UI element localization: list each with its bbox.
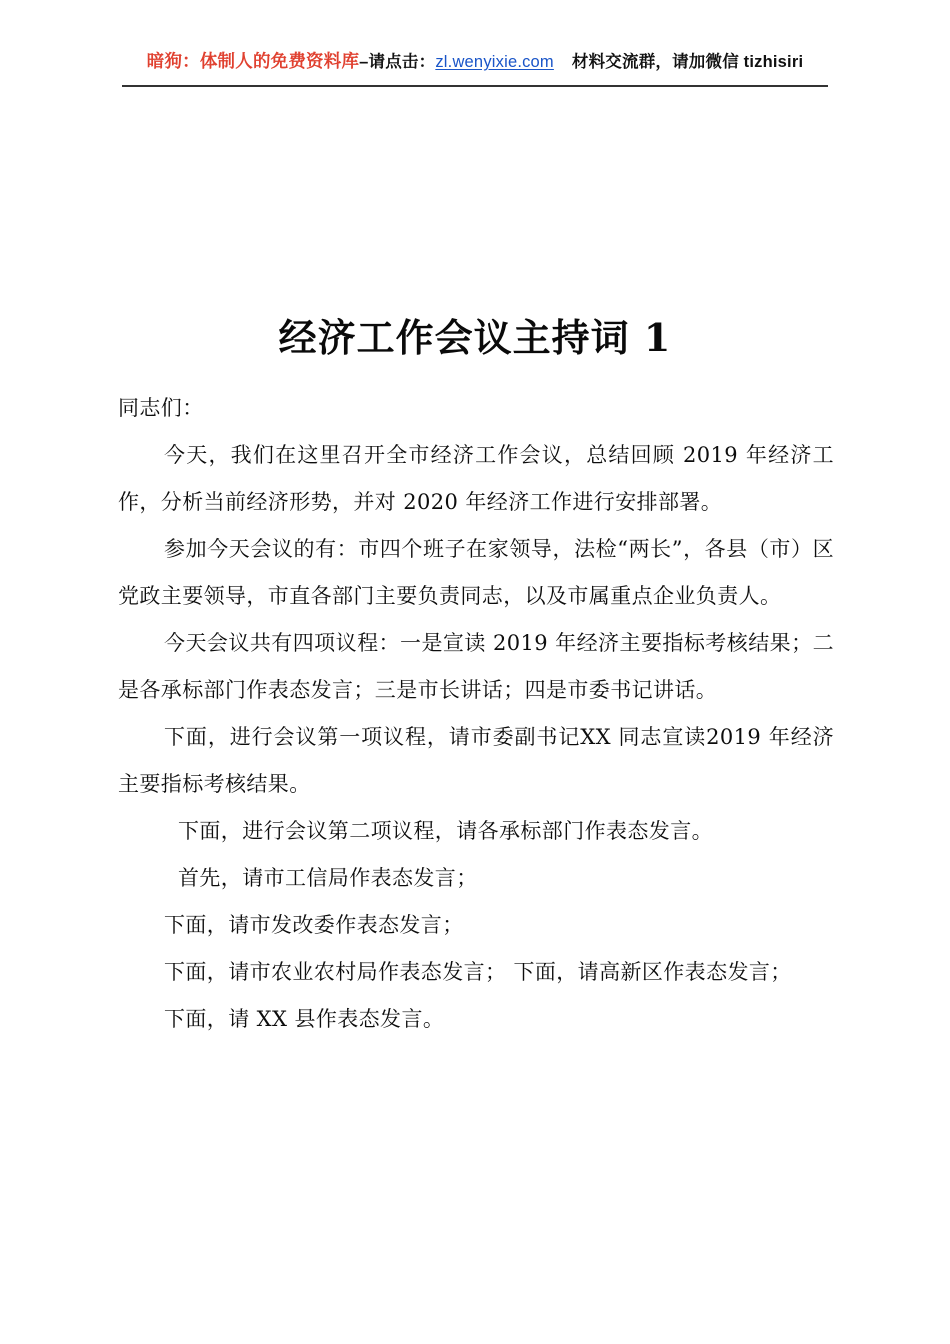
document-title: 经济工作会议主持词 1 [278, 315, 672, 361]
promo-wechat-text: 材料交流群，请加微信 tizhisiri [571, 53, 804, 71]
paragraph-agenda-item-2: 下面，进行会议第二项议程，请各承标部门作表态发言。 [178, 819, 713, 843]
paragraph-opening: 今天，我们在这里召开全市经济工作会议，总结回顾 2019 年经济工作，分析当前经济形势，并对 2020 年经济工作进行安排部署。 [118, 443, 834, 514]
promo-cta-text: –请点击： [359, 53, 436, 71]
paragraph-speaker-gongxinju: 首先，请市工信局作表态发言； [178, 866, 478, 890]
paragraph-agenda-overview: 今天会议共有四项议程：一是宣读 2019 年经济主要指标考核结果；二是各承标部门作表态发言；三是市长讲话；四是市委书记讲话。 [118, 631, 834, 702]
promo-header-banner [0, 48, 950, 75]
document-body [118, 385, 834, 1043]
paragraph-agenda-item-1: 下面，进行会议第一项议程，请市委副书记XX 同志宣读2019 年经济主要指标考核结果。 [118, 725, 834, 796]
paragraph-speaker-fagaiwei: 下面，请市发改委作表态发言； [164, 913, 464, 937]
promo-brand-text: 暗狗：体制人的免费资料库 [146, 51, 360, 71]
paragraph-speaker-nongye-gaoxinqu: 下面，请市农业农村局作表态发言； 下面，请高新区作表态发言； [164, 960, 792, 984]
header-divider-rule [122, 85, 828, 87]
paragraph-salutation: 同志们： [118, 396, 204, 420]
promo-website-link[interactable]: zl.wenyixie.com [435, 53, 554, 71]
paragraph-speaker-xx-xian: 下面，请 XX 县作表态发言。 [164, 1007, 445, 1031]
paragraph-attendees: 参加今天会议的有：市四个班子在家领导，法检“两长”，各县（市）区党政主要领导，市直各部门主要负责同志，以及市属重点企业负责人。 [118, 537, 834, 608]
